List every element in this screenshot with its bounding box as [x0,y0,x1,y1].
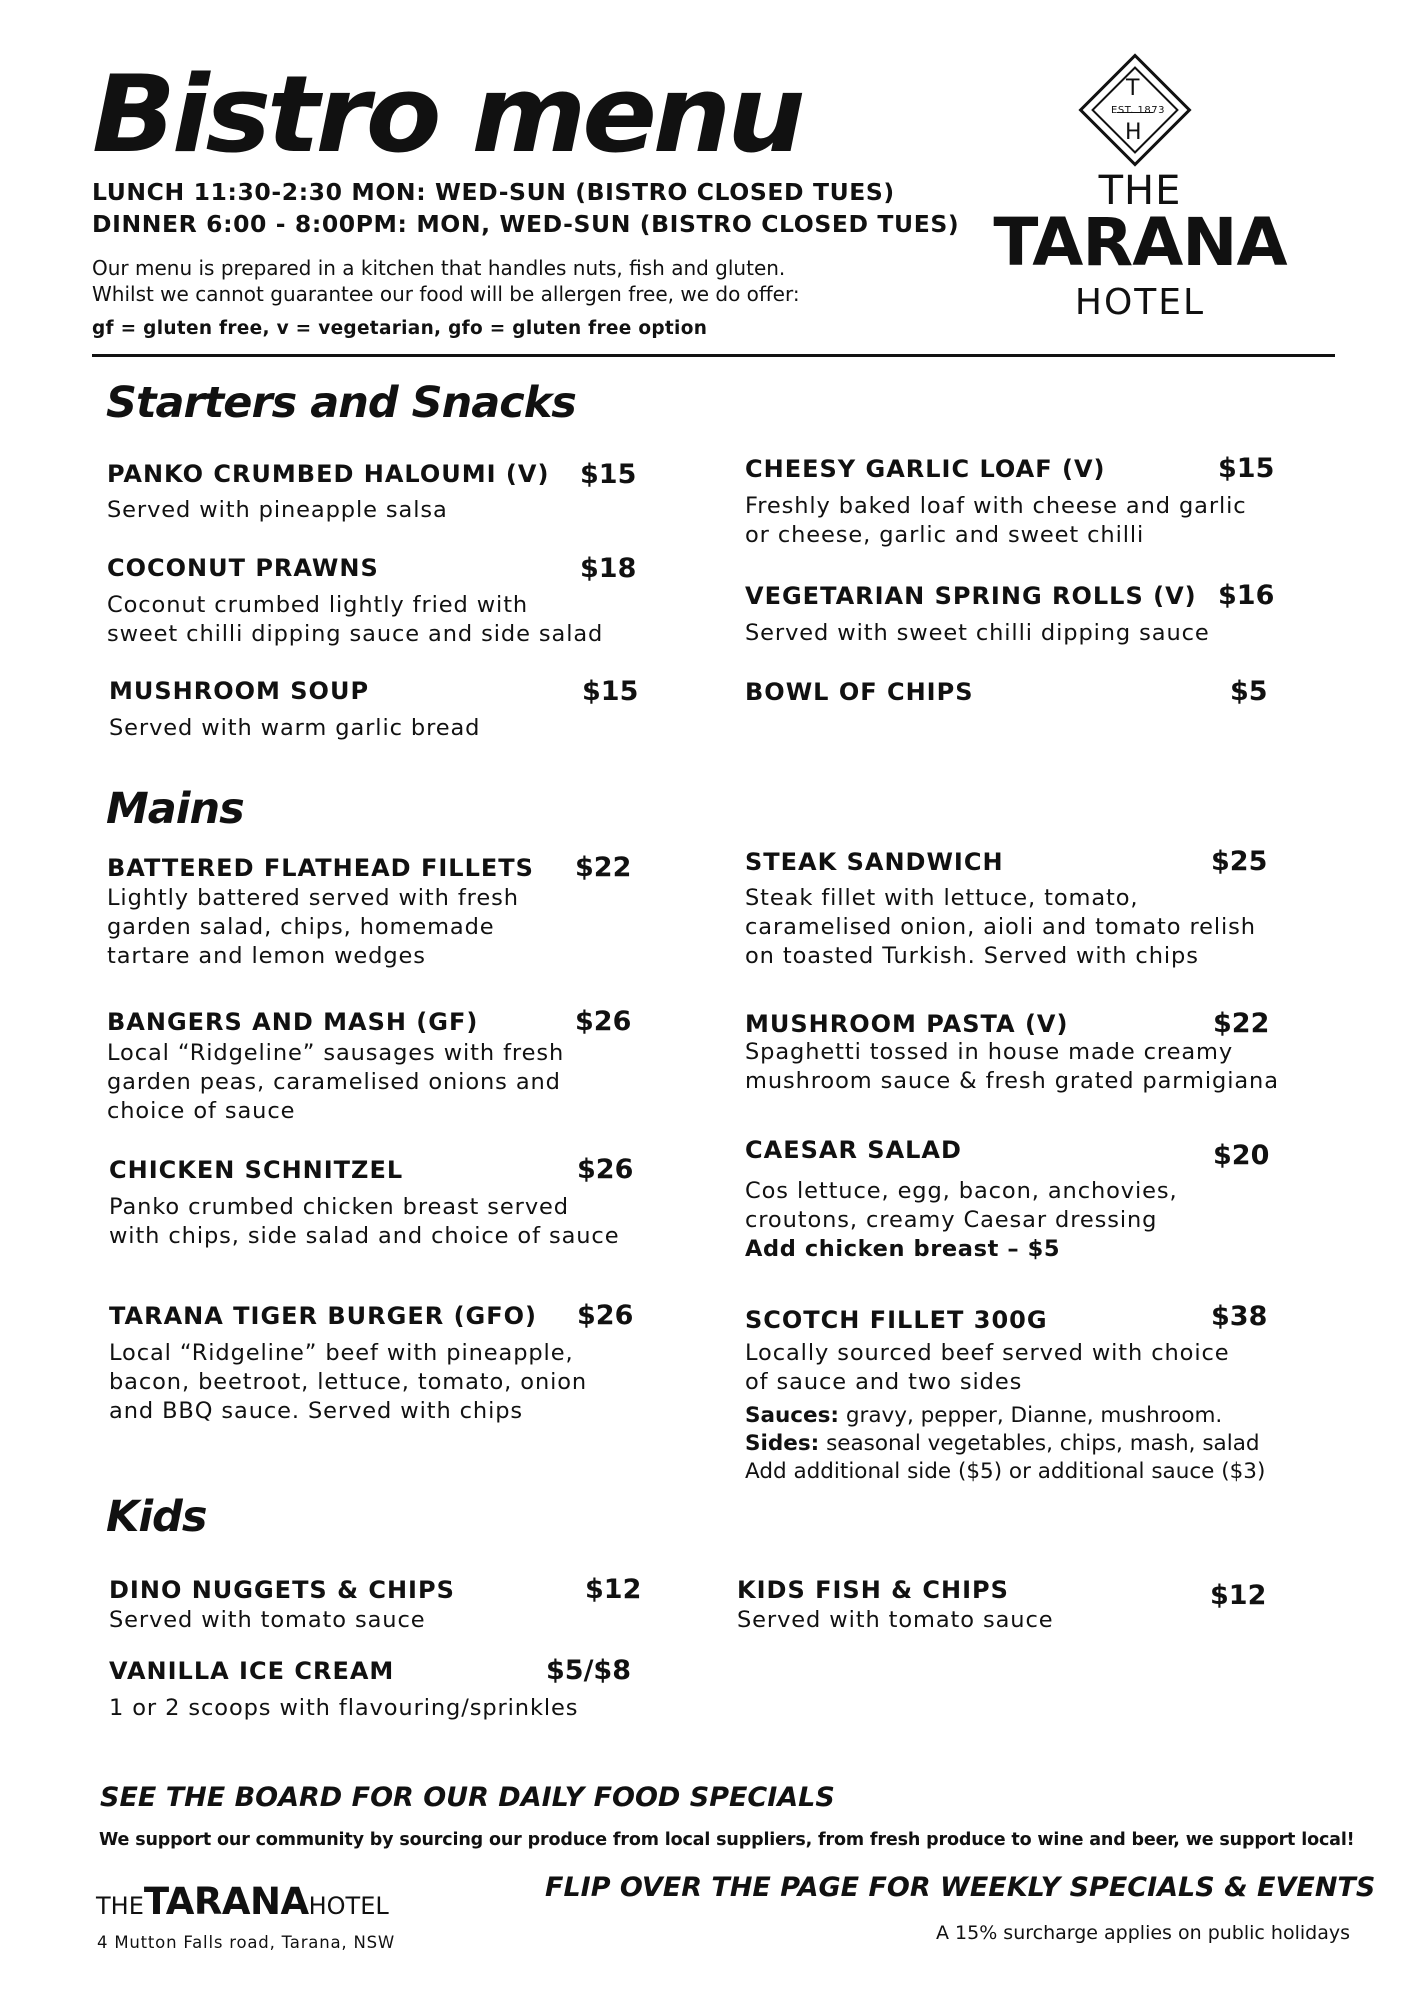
header-divider [92,354,1335,357]
sides-line: Sides: seasonal vegetables, chips, mash, salad [745,1431,1260,1456]
item-description: Served with warm garlic bread [109,715,481,741]
item-price: $15 [1218,453,1275,484]
flip-page-notice: FLIP OVER THE PAGE FOR WEEKLY SPECIALS & EVENTS [545,1872,1376,1903]
item-name: CHEESY GARLIC LOAF (V) [745,455,1106,483]
support-local-notice: We support our community by sourcing our produce from local suppliers, from fresh produce to wine and beer, we support local! [99,1830,1355,1850]
item-name: SCOTCH FILLET 300G [745,1306,1048,1334]
item-price: $15 [580,459,637,490]
item-price: $12 [585,1574,642,1605]
item-price: $5/$8 [546,1655,632,1686]
footer-logo: THETARANAHOTEL [96,1880,389,1923]
item-name: VANILLA ICE CREAM [109,1657,395,1685]
item-price: $22 [1213,1008,1270,1039]
item-description: Local “Ridgeline” sausages with fresh garden peas, caramelised onions and choice of sauce [107,1040,565,1124]
item-price: $38 [1211,1301,1268,1332]
item-name: MUSHROOM SOUP [109,677,370,705]
item-description: Cos lettuce, egg, bacon, anchovies, croutons, creamy Caesar dressing [745,1178,1178,1233]
sauces-line: Sauces: gravy, pepper, Dianne, mushroom. [745,1403,1223,1428]
page-title: Bistro menu [92,53,802,176]
item-description: Locally sourced beef served with choice of sauce and two sides [745,1340,1230,1395]
item-description: Served with tomato sauce [109,1607,426,1633]
item-price: $22 [575,852,632,883]
logo-tarana: TARANA [993,204,1287,281]
item-description: Freshly baked loaf with cheese and garlic or cheese, garlic and sweet chilli [745,493,1247,548]
logo-monogram-bottom: H [1125,120,1142,145]
item-name: KIDS FISH & CHIPS [737,1576,1009,1604]
item-name: BOWL OF CHIPS [745,678,974,706]
item-name: STEAK SANDWICH [745,848,1004,876]
item-extra-option: Add chicken breast – $5 [745,1236,1061,1262]
item-price: $20 [1213,1140,1270,1171]
item-price: $26 [577,1300,634,1331]
item-description: Local “Ridgeline” beef with pineapple, bacon, beetroot, lettuce, tomato, onion and BBQ sauce. Served with chips [109,1340,588,1424]
logo-hotel: HOTEL [1074,282,1206,323]
section-heading-mains: Mains [106,784,244,834]
item-price: $12 [1210,1580,1267,1611]
item-description: Spaghetti tossed in house made creamy mushroom sauce & fresh grated parmigiana [745,1039,1279,1094]
allergen-note-line2: Whilst we cannot guarantee our food will be allergen free, we do offer: [92,282,800,306]
daily-specials-notice: SEE THE BOARD FOR OUR DAILY FOOD SPECIALS [100,1782,835,1813]
item-description: Lightly battered served with fresh garden salad, chips, homemade tartare and lemon wedges [107,885,519,969]
item-description: Steak fillet with lettuce, tomato, caramelised onion, aioli and tomato relish on toasted Turkish. Served with chips [745,885,1256,969]
section-heading-kids: Kids [106,1492,207,1542]
item-name: CHICKEN SCHNITZEL [109,1156,404,1184]
item-price: $25 [1211,846,1268,877]
logo-the: THE [1098,168,1182,214]
lunch-hours: LUNCH 11:30-2:30 MON: WED-SUN (BISTRO CLOSED TUES) [92,178,895,206]
item-name: CAESAR SALAD [745,1136,962,1164]
item-description: Served with tomato sauce [737,1607,1054,1633]
item-description: Panko crumbed chicken breast served with chips, side salad and choice of sauce [109,1194,620,1249]
section-heading-starters: Starters and Snacks [106,378,576,428]
item-price: $5 [1230,676,1268,707]
item-name: PANKO CRUMBED HALOUMI (V) [107,460,550,488]
item-price: $26 [575,1006,632,1037]
item-description: Coconut crumbed lightly fried with sweet chilli dipping sauce and side salad [107,592,604,647]
item-price: $18 [580,553,637,584]
item-name: TARANA TIGER BURGER (GFO) [109,1302,538,1330]
surcharge-notice: A 15% surcharge applies on public holidays [936,1922,1350,1944]
dietary-key: gf = gluten free, v = vegetarian, gfo = gluten free option [92,318,708,339]
logo-monogram-top: T [1126,76,1140,101]
item-name: BATTERED FLATHEAD FILLETS [107,854,534,882]
item-name: MUSHROOM PASTA (V) [745,1010,1069,1038]
logo-est: EST. 1873 [1111,105,1165,116]
item-description: Served with sweet chilli dipping sauce [745,620,1210,646]
item-name: BANGERS AND MASH (GF) [107,1008,479,1036]
item-name: VEGETARIAN SPRING ROLLS (V) [745,582,1197,610]
item-description: 1 or 2 scoops with flavouring/sprinkles [109,1695,579,1721]
item-description: Served with pineapple salsa [107,497,448,523]
item-name: DINO NUGGETS & CHIPS [109,1576,455,1604]
additional-line: Add additional side ($5) or additional sauce ($3) [745,1459,1266,1484]
dinner-hours: DINNER 6:00 - 8:00PM: MON, WED-SUN (BISTRO CLOSED TUES) [92,210,960,238]
item-price: $16 [1218,580,1275,611]
allergen-note-line1: Our menu is prepared in a kitchen that handles nuts, fish and gluten. [92,256,786,280]
item-name: COCONUT PRAWNS [107,554,379,582]
hotel-logo [970,50,1310,323]
item-price: $15 [582,676,639,707]
hotel-address: 4 Mutton Falls road, Tarana, NSW [97,1933,396,1952]
item-price: $26 [577,1154,634,1185]
